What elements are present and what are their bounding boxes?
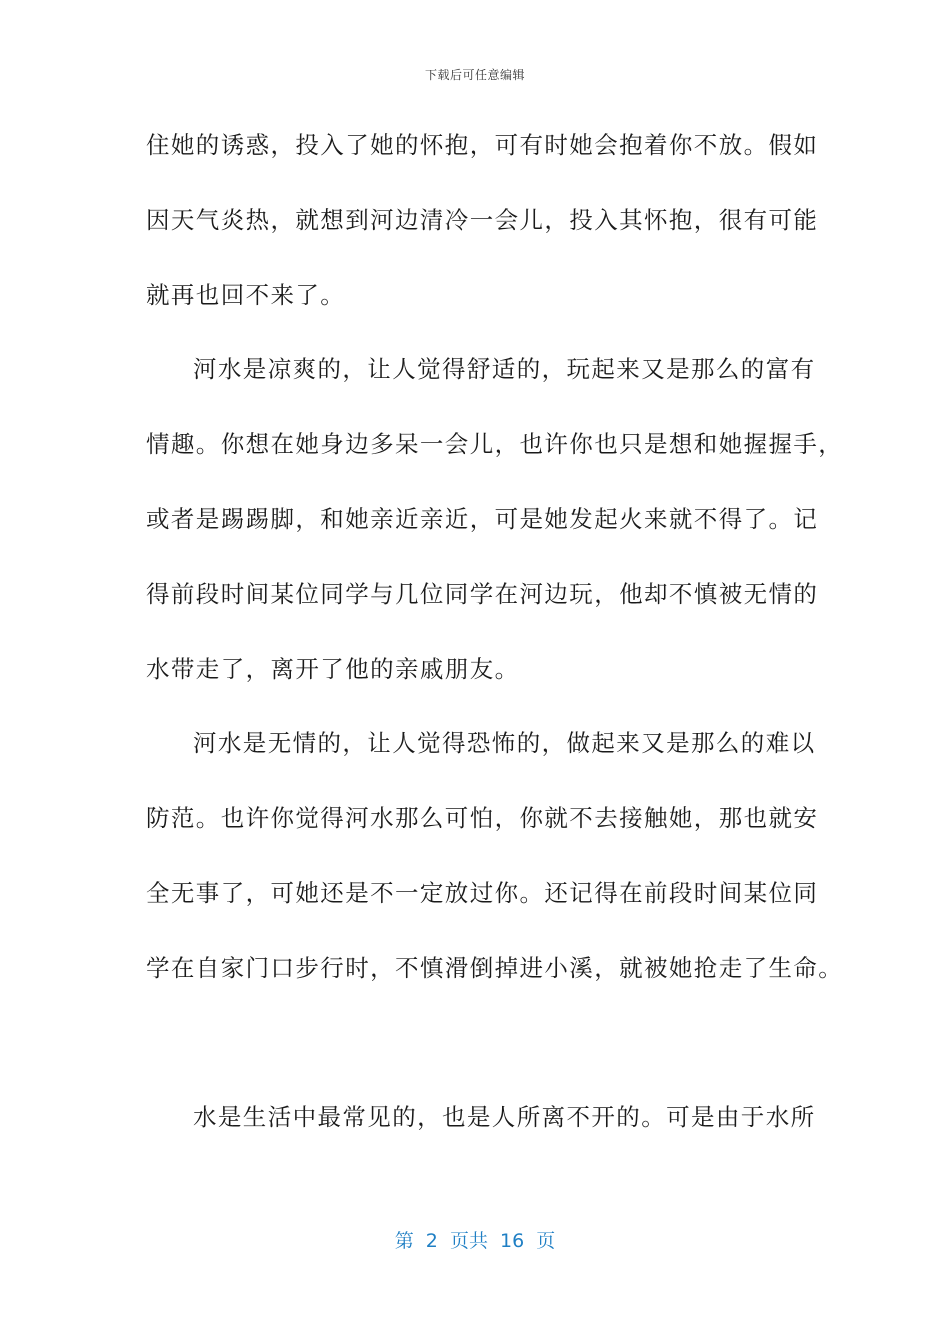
text-line: 得前段时间某位同学与几位同学在河边玩，他却不慎被无情的 bbox=[146, 579, 819, 608]
paragraph-start-line: 河水是无情的，让人觉得恐怖的，做起来又是那么的难以 bbox=[193, 729, 816, 758]
paragraph-gap bbox=[146, 1018, 806, 1093]
page-number-footer: 第 2 页共 16 页 bbox=[394, 1230, 556, 1252]
text-line: 或者是踢踢脚，和她亲近亲近，可是她发起火来就不得了。记 bbox=[146, 504, 819, 533]
text-line: 学在自家门口步行时，不慎滑倒掉进小溪，就被她抢走了生命。 bbox=[146, 953, 844, 982]
text-line: 水带走了，离开了他的亲戚朋友。 bbox=[146, 654, 520, 683]
document-body bbox=[146, 120, 844, 1167]
text-line: 全无事了，可她还是不一定放过你。还记得在前段时间某位同 bbox=[146, 878, 819, 907]
text-line: 就再也回不来了。 bbox=[146, 280, 346, 309]
text-line: 因天气炎热，就想到河边清冷一会儿，投入其怀抱，很有可能 bbox=[146, 205, 819, 234]
header-note: 下载后可任意编辑 bbox=[424, 68, 525, 82]
paragraph-start-line: 水是生活中最常见的，也是人所离不开的。可是由于水所 bbox=[193, 1103, 816, 1132]
text-line: 情趣。你想在她身边多呆一会儿，也许你也只是想和她握握手， bbox=[146, 430, 844, 459]
text-line: 防范。也许你觉得河水那么可怕，你就不去接触她，那也就安 bbox=[146, 804, 819, 833]
paragraph-start-line: 河水是凉爽的，让人觉得舒适的，玩起来又是那么的富有 bbox=[193, 355, 816, 384]
text-line: 住她的诱惑，投入了她的怀抱，可有时她会抱着你不放。假如 bbox=[146, 131, 819, 159]
